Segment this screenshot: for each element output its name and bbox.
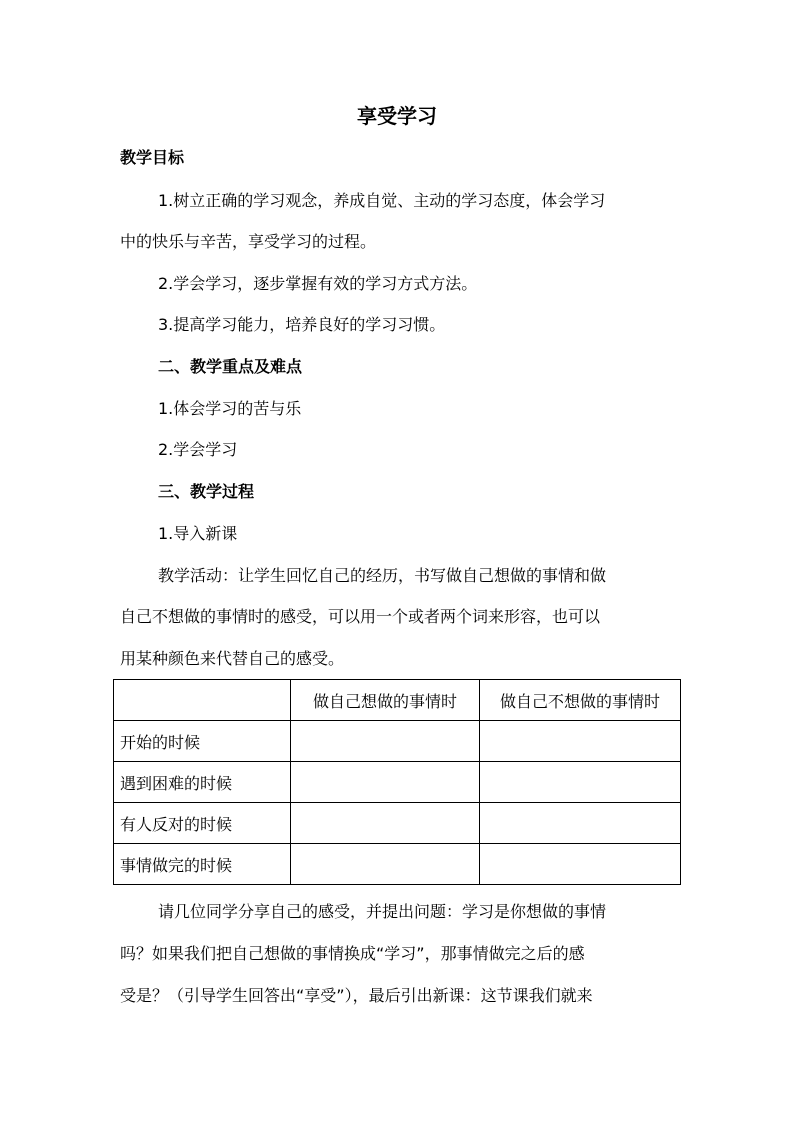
table-row-label: 有人反对的时候: [114, 803, 291, 844]
goal-1-line-2: 中的快乐与辛苦，享受学习的过程。: [120, 232, 377, 251]
key-points-heading: 二、教学重点及难点: [158, 357, 303, 376]
table-header-cell: [114, 680, 291, 721]
key-point-1: 1.体会学习的苦与乐: [158, 399, 302, 418]
table-row-label: 遇到困难的时候: [114, 762, 291, 803]
table-row-label: 开始的时候: [114, 721, 291, 762]
feelings-table: [113, 679, 681, 885]
key-point-2: 2.学会学习: [158, 440, 238, 459]
table-header-cell: 做自己想做的事情时: [291, 680, 480, 721]
table-cell: [480, 844, 681, 885]
table-row: [114, 803, 681, 844]
table-row: [114, 844, 681, 885]
table-row: [114, 721, 681, 762]
share-line-1: 请几位同学分享自己的感受，并提出问题：学习是你想做的事情: [158, 902, 607, 921]
goals-heading: 教学目标: [120, 148, 185, 167]
table-cell: [291, 721, 480, 762]
document-title: 享受学习: [357, 104, 437, 128]
table-cell: [480, 762, 681, 803]
table-header-row: [114, 680, 681, 721]
goal-1-line-1: 1.树立正确的学习观念，养成自觉、主动的学习态度，体会学习: [158, 191, 606, 210]
goal-2: 2.学会学习，逐步掌握有效的学习方式方法。: [158, 274, 478, 293]
table-row-label: 事情做完的时候: [114, 844, 291, 885]
process-heading: 三、教学过程: [158, 482, 255, 501]
table-header-cell: 做自己不想做的事情时: [480, 680, 681, 721]
table-cell: [291, 844, 480, 885]
table-row: [114, 762, 681, 803]
activity-line-3: 用某种颜色来代替自己的感受。: [120, 649, 345, 668]
share-line-2: 吗？如果我们把自己想做的事情换成“学习”，那事情做完之后的感: [120, 944, 585, 963]
activity-line-2: 自己不想做的事情时的感受，可以用一个或者两个词来形容，也可以: [120, 607, 601, 626]
activity-line-1: 教学活动：让学生回忆自己的经历，书写做自己想做的事情和做: [158, 566, 607, 585]
table-cell: [480, 721, 681, 762]
share-line-3: 受是？（引导学生回答出“享受”），最后引出新课：这节课我们就来: [120, 986, 593, 1005]
table-cell: [291, 803, 480, 844]
goal-3: 3.提高学习能力，培养良好的学习习惯。: [158, 315, 446, 334]
process-step-1: 1.导入新课: [158, 524, 238, 543]
table-cell: [291, 762, 480, 803]
table-cell: [480, 803, 681, 844]
